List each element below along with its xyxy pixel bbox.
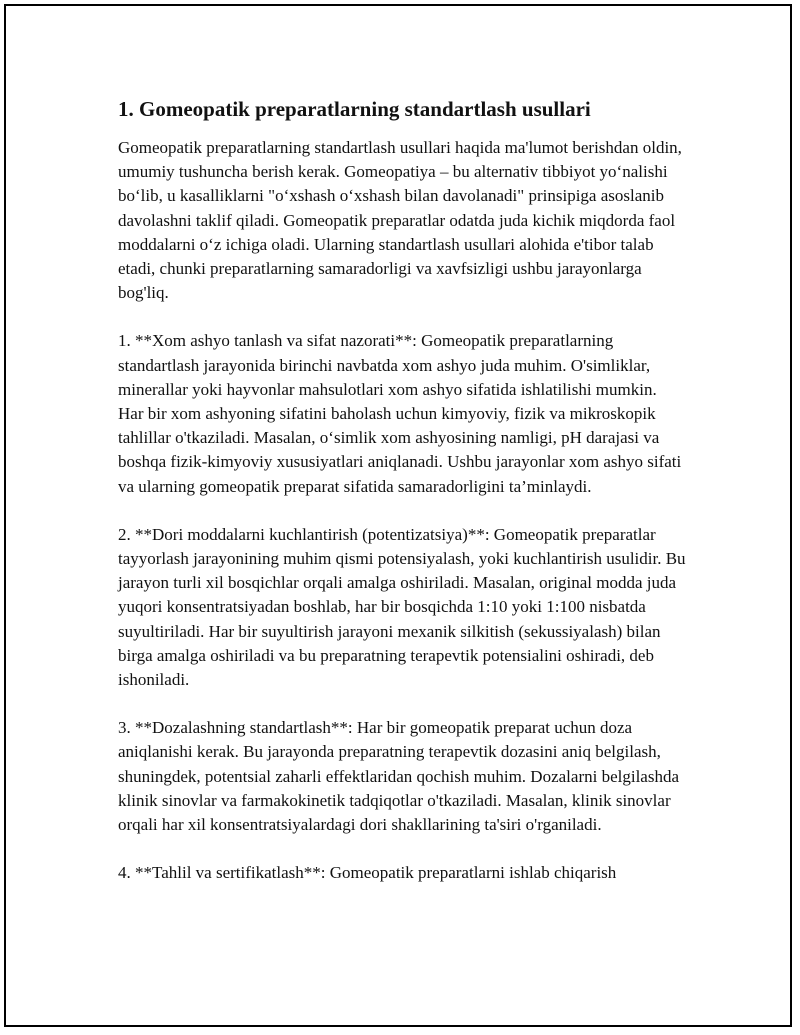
paragraph-dosage: 3. **Dozalashning standartlash**: Har bir gomeopatik preparat uchun doza aniqlanishi kerak. Bu jarayonda preparatning terapevtik dozasini aniq belgilash, shuningdek, potentsial zaharli effektlaridan qochish muhim. Dozalarni belgilashda klinik sinovlar va farmakokinetik tadqiqotlar o'tkaziladi. Masalan, klinik sinovlar orqali har xil konsentratsiyalardagi dori shakllarining ta'siri o'rganiladi.	[118, 718, 679, 835]
paragraph-potentization: 2. **Dori moddalarni kuchlantirish (potentizatsiya)**: Gomeopatik preparatlar tayyorlash jarayonining muhim qismi potensiyalash, yoki kuchlantirish usulidir. Bu jarayon turli xil bosqichlar orqali amalga oshiriladi. Masalan, original modda juda yuqori konsentratsiyadan boshlab, har bir bosqichda 1:10 yoki 1:100 nisbatda suyultiriladi. Har bir suyultirish jarayoni mexanik silkitish (sekussiyalash) bilan birga amalga oshiriladi va bu preparatning terapevtik potensialini oshiradi, deb ishoniladi.	[118, 524, 686, 690]
section-heading: 1. Gomeopatik preparatlarning standartlash usullari	[118, 97, 591, 121]
paragraph-analysis: 4. **Tahlil va sertifikatlash**: Gomeopatik preparatlarni ishlab chiqarish	[118, 863, 617, 883]
intro-paragraph: Gomeopatik preparatlarning standartlash usullari haqida ma'lumot berishdan oldin, umumiy tushuncha berish kerak. Gomeopatiya – bu alternativ tibbiyot yo‘nalishi bo‘lib, u kasalliklarni "o‘xshash o‘xshash bilan davolanadi" prinsipiga asoslanib davolashni taklif qiladi. Gomeopatik preparatlar odatda juda kichik miqdorda faol moddalarni o‘z ichiga oladi. Ularning standartlash usullari alohida e'tibor talab etadi, chunki preparatlarning samaradorligi va xavfsizligi ushbu jarayonlarga bog'liq.	[118, 138, 682, 303]
paragraph-raw-material: 1. **Xom ashyo tanlash va sifat nazorati**: Gomeopatik preparatlarning standartlash jarayonida birinchi navbatda xom ashyo juda muhim. O'simliklar, minerallar yoki hayvonlar mahsulotlari xom ashyo sifatida ishlatilishi mumkin. Har bir xom ashyoning sifatini baholash uchun kimyoviy, fizik va mikroskopik tahlillar o'tkaziladi. Masalan, o‘simlik xom ashyosining namligi, pH darajasi va boshqa fizik-kimyoviy xususiyatlari aniqlanadi. Ushbu jarayonlar xom ashyo sifati va ularning gomeopatik preparat sifatida samaradorligini ta’minlaydi.	[118, 331, 682, 496]
document-body	[118, 96, 686, 909]
